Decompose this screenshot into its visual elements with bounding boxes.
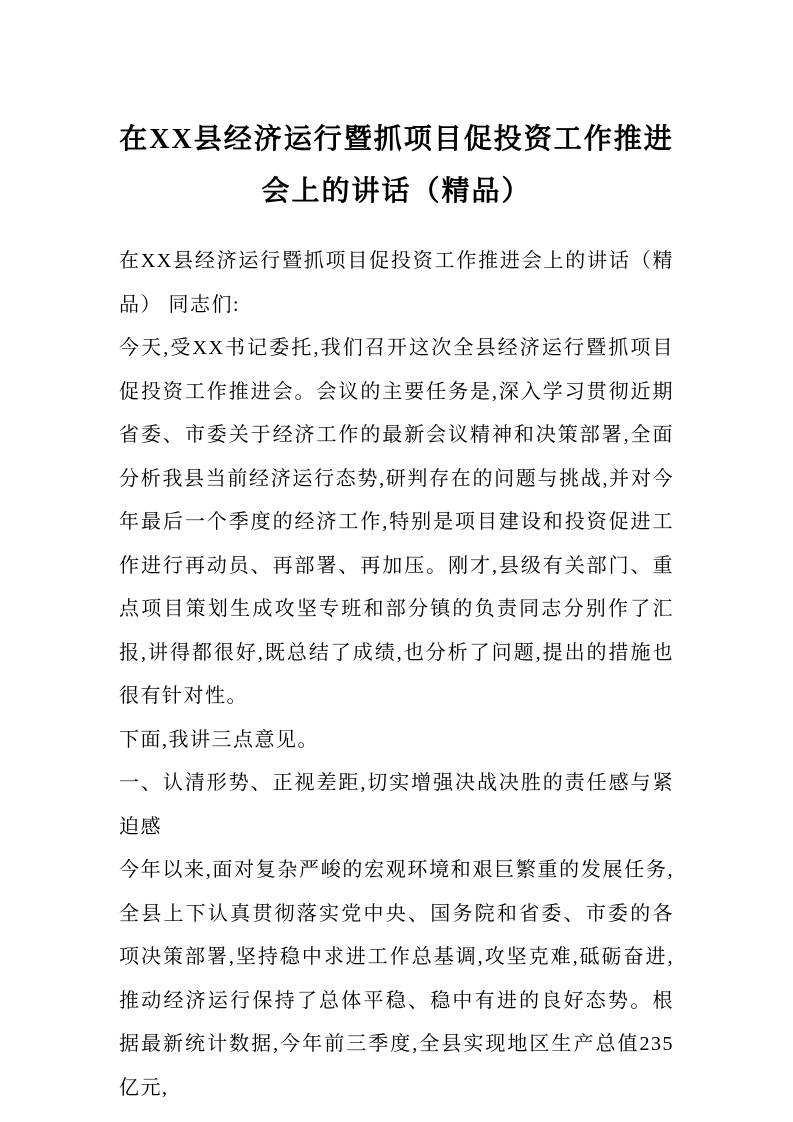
paragraph-section-one-body: 今年以来,面对复杂严峻的宏观环境和艰巨繁重的发展任务,全县上下认真贯彻落实党中央、国务院和省委、市委的各项决策部署,坚持稳中求进工作总基调,攻坚克难,砥砺奋进,推动经济运行保持了总体平稳、稳中有进的良好态势。根据最新统计数据,今年前三季度,全县实现地区生产总值235亿元,	[119, 859, 674, 1099]
paragraph-section-one-heading: 一、认清形势、正视差距,切实增强决战决胜的责任感与紧迫感	[119, 772, 674, 838]
document-body	[119, 240, 674, 1110]
document-title: 在XX县经济运行暨抓项目促投资工作推进会上的讲话（精品）	[119, 124, 674, 207]
paragraph-salutation: 在XX县经济运行暨抓项目促投资工作推进会上的讲话（精品） 同志们:	[119, 250, 674, 316]
paragraph-transition: 下面,我讲三点意见。	[119, 728, 319, 751]
paragraph-opening: 今天,受XX书记委托,我们召开这次全县经济运行暨抓项目促投资工作推进会。会议的主要任务是,深入学习贯彻近期省委、市委关于经济工作的最新会议精神和决策部署,全面分析我县当前经济运行态势,研判存在的问题与挑战,并对今年最后一个季度的经济工作,特别是项目建设和投资促进工作进行再动员、再部署、再加压。刚才,县级有关部门、重点项目策划生成攻坚专班和部分镇的负责同志分别作了汇报,讲得都很好,既总结了成绩,也分析了问题,提出的措施也很有针对性。	[119, 337, 674, 707]
